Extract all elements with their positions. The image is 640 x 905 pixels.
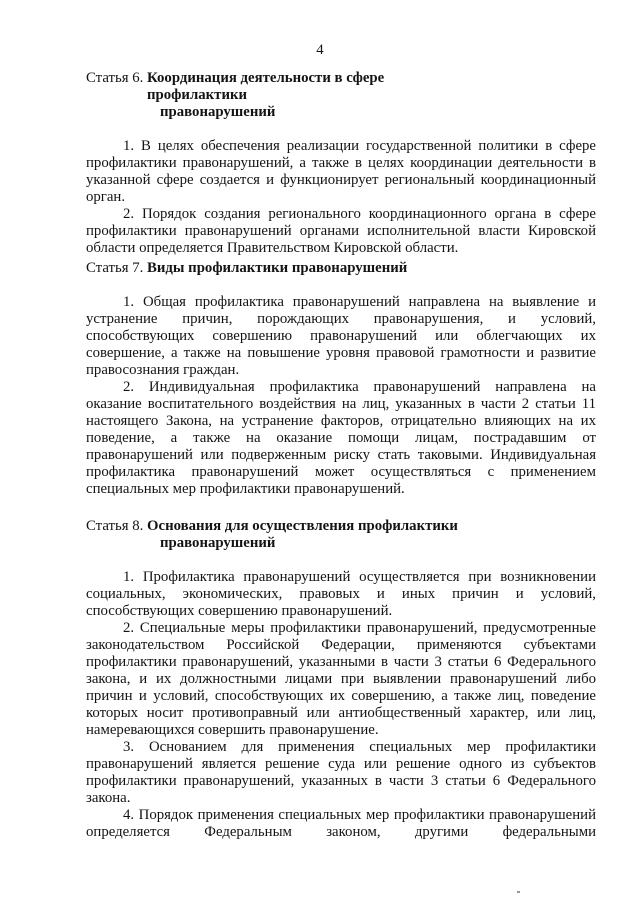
scan-speck bbox=[517, 891, 520, 893]
article-heading-cont bbox=[86, 535, 596, 552]
paragraph: 1. Профилактика правонарушений осуществляется при возникновении социальных, экономических, правовых и иных причин и условий, способствующих совершению правонарушений. bbox=[86, 569, 596, 619]
article-number: Статья 6. bbox=[86, 70, 148, 86]
paragraph: 2. Специальные меры профилактики правонарушений, предусмотренные законодательством Российской Федерации, применяются субъектами профилактики правонарушений, указанными в части 3 статьи 6 Федерального закона, и их должностными лицами при выявлении правонарушений либо причин и условий, способствующих их совершению, а также лиц, поведение которых носит противоправный или антиобщественный характер, или лиц, намеревающихся совершить правонарушение. bbox=[86, 620, 596, 738]
article-6 bbox=[86, 70, 596, 257]
page-number: 4 bbox=[316, 42, 324, 58]
article-body bbox=[86, 294, 596, 498]
paragraph: 1. В целях обеспечения реализации государственной политики в сфере профилактики правонарушений, а также в целях координации деятельности в указанной сфере создается и функционирует региональный координационный орган. bbox=[86, 138, 596, 205]
article-heading bbox=[86, 260, 596, 277]
article-number: Статья 7. bbox=[86, 260, 148, 276]
paragraph: 2. Порядок создания регионального координационного органа в сфере профилактики правонарушений органами исполнительной власти Кировской области определяется Правительством Кировской области. bbox=[86, 206, 596, 256]
paragraph: 3. Основанием для применения специальных мер профилактики правонарушений является решение суда или решение одного из субъектов профилактики правонарушений, указанных в части 3 статьи 6 Федерального закона. bbox=[86, 739, 596, 806]
article-heading-cont bbox=[86, 104, 596, 121]
article-title-line-1: Основания для осуществления профилактики bbox=[147, 518, 458, 534]
paragraph: 4. Порядок применения специальных мер профилактики правонарушений определяется Федеральным законом, другими федеральными bbox=[86, 807, 596, 840]
article-title-line-1: Координация деятельности в сфере профилактики bbox=[147, 70, 385, 103]
article-8 bbox=[86, 518, 596, 841]
paragraph: 1. Общая профилактика правонарушений направлена на выявление и устранение причин, порождающих правонарушения, и условий, способствующих совершению правонарушений или облегчающих их совершение, а также на повышение уровня правовой грамотности и развитие правосознания граждан. bbox=[86, 294, 596, 378]
article-title-line-2: правонарушений bbox=[160, 535, 276, 551]
paragraph: 2. Индивидуальная профилактика правонарушений направлена на оказание воспитательного воздействия на лиц, указанных в части 2 статьи 11 настоящего Закона, на устранение факторов, отрицательно влияющих на их поведение, а также на оказание помощи лицам, пострадавшим от правонарушений или подверженным риску стать таковыми. Индивидуальная профилактика правонарушений может осуществляться с применением специальных мер профилактики правонарушений. bbox=[86, 379, 596, 497]
article-number: Статья 8. bbox=[86, 518, 148, 534]
article-heading bbox=[86, 70, 596, 104]
article-body bbox=[86, 138, 596, 257]
article-heading bbox=[86, 518, 596, 535]
article-7 bbox=[86, 260, 596, 498]
article-body bbox=[86, 569, 596, 841]
article-title-line-1: Виды профилактики правонарушений bbox=[147, 260, 408, 276]
article-title-line-2: правонарушений bbox=[160, 104, 276, 120]
